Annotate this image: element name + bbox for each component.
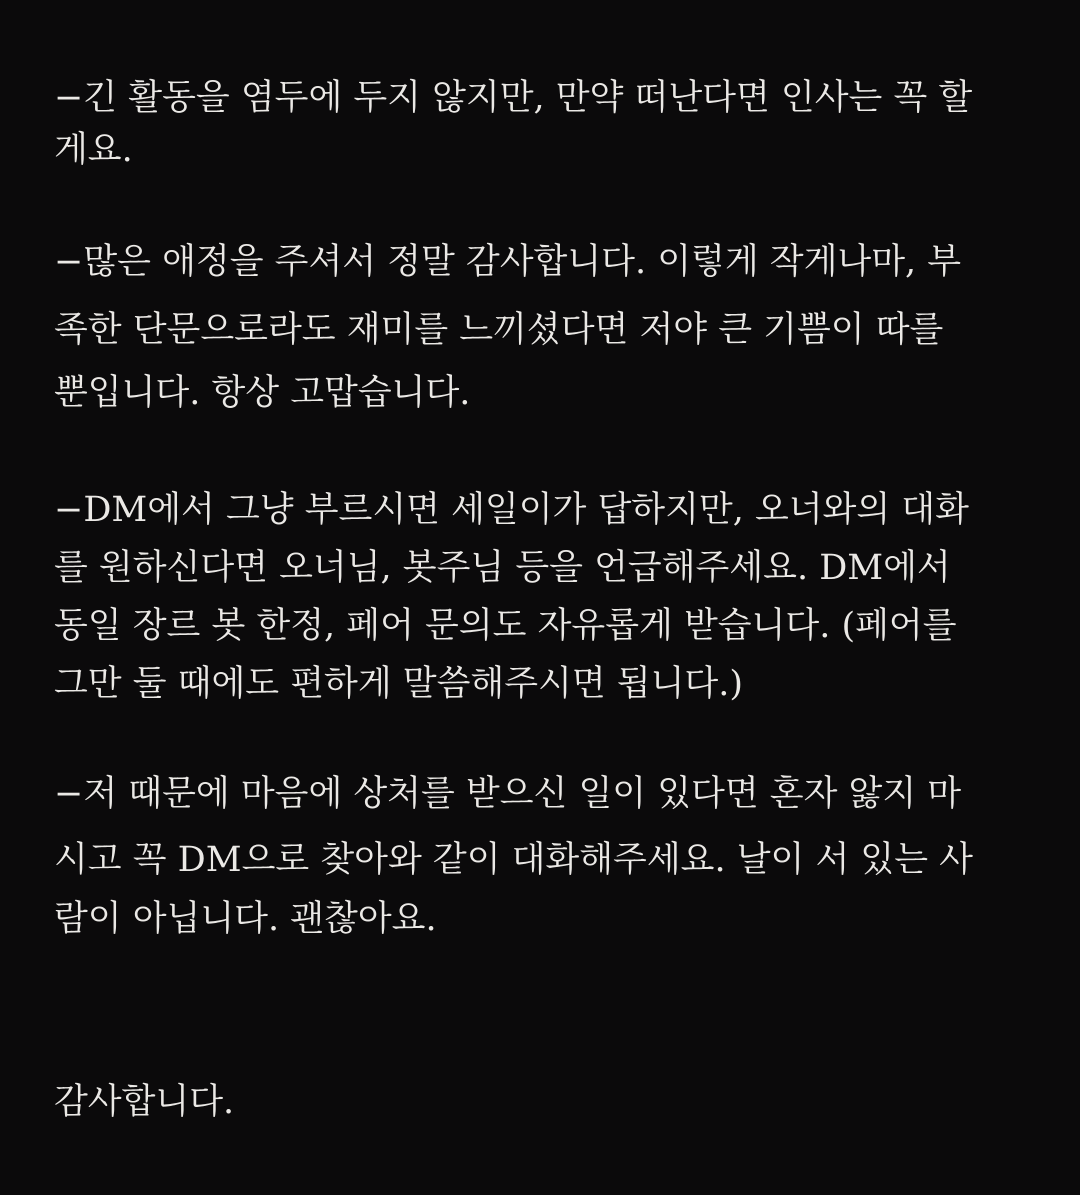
notice-line: 족한 단문으로라도 재미를 느끼셨다면 저야 큰 기쁨이 따를 <box>54 310 944 350</box>
notice-line: 람이 아닙니다. 괜찮아요. <box>54 899 437 939</box>
notice-line: 동일 장르 봇 한정, 페어 문의도 자유롭게 받습니다. (페어를 <box>54 606 957 646</box>
closing-thanks: 감사합니다. <box>54 1082 235 1122</box>
notice-line: −DM에서 그냥 부르시면 세일이가 답하지만, 오너와의 대화 <box>54 490 969 530</box>
notice-line: −긴 활동을 염두에 두지 않지만, 만약 떠난다면 인사는 꼭 할 <box>54 78 973 118</box>
notice-line: −저 때문에 마음에 상처를 받으신 일이 있다면 혼자 앓지 마 <box>54 774 962 814</box>
notice-line: 를 원하신다면 오너님, 봇주님 등을 언급해주세요. DM에서 <box>54 548 951 588</box>
notice-line: 뿐입니다. 항상 고맙습니다. <box>54 373 471 413</box>
notice-line: 그만 둘 때에도 편하게 말씀해주시면 됩니다.) <box>54 664 743 704</box>
notice-line: 시고 꼭 DM으로 찾아와 같이 대화해주세요. 날이 서 있는 사 <box>54 840 973 880</box>
notice-line: −많은 애정을 주셔서 정말 감사합니다. 이렇게 작게나마, 부 <box>54 242 962 282</box>
notice-line: 게요. <box>54 130 133 170</box>
